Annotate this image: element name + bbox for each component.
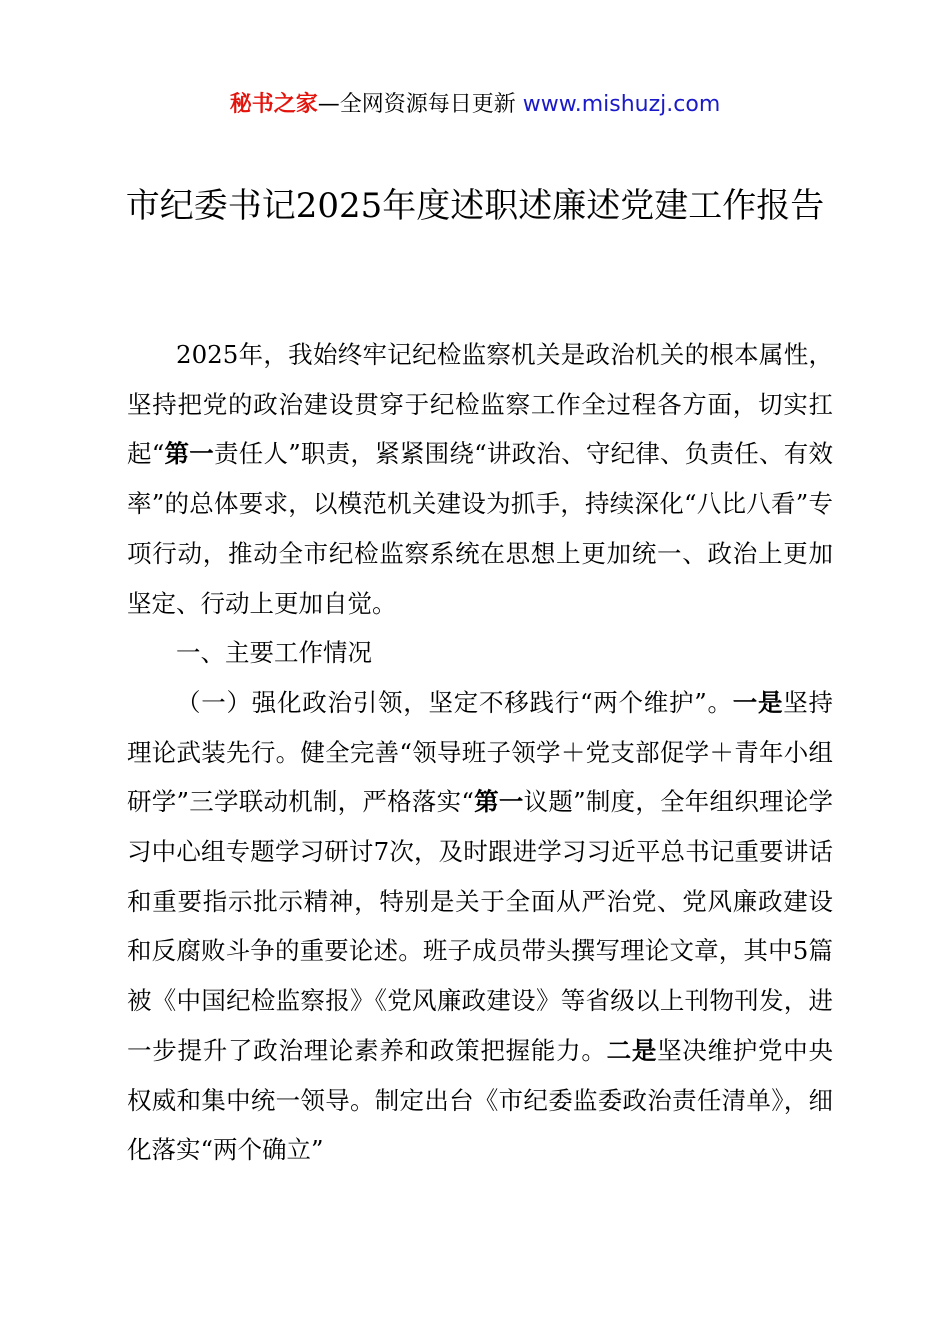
- intro-paragraph: 2025年，我始终牢记纪检监察机关是政治机关的根本属性，坚持把党的政治建设贯穿于纪检监察工作全过程各方面，切实扛起“第一责任人”职责，紧紧围绕“讲政治、守纪律、负责任、有效率”的总体要求，以模范机关建设为抓手，持续深化“八比八看”专项行动，推动全市纪检监察系统在思想上更加统一、政治上更加坚定、行动上更加自觉。: [127, 340, 833, 618]
- body-paragraph: （一）强化政治引领，坚定不移践行“两个维护”。一是坚持理论武装先行。健全完善“领导班子领学＋党支部促学＋青年小组研学”三学联动机制，严格落实“第一议题”制度，全年组织理论学习中心组专题学习研讨7次，及时跟进学习习近平总书记重要讲话和重要指示批示精神，特别是关于全面从严治党、党风廉政建设和反腐败斗争的重要论述。班子成员带头撰写理论文章，其中5篇被《中国纪检监察报》《党风廉政建设》等省级以上刊物刊发，进一步提升了政治理论素养和政策把握能力。二是坚决维护党中央权威和集中统一领导。制定出台《市纪委监委政治责任清单》，细化落实“两个确立”: [127, 687, 834, 1165]
- document-title: 市纪委书记2025年度述职述廉述党建工作报告: [125, 186, 825, 226]
- section-heading: 一、主要工作情况: [176, 638, 372, 668]
- brand-name: 秘书之家: [229, 92, 318, 117]
- site-url-link[interactable]: www.mishuzj.com: [522, 92, 721, 117]
- header-tagline: —全网资源每日更新: [317, 92, 523, 117]
- site-header-banner: [0, 88, 950, 122]
- document-body: [127, 330, 833, 1175]
